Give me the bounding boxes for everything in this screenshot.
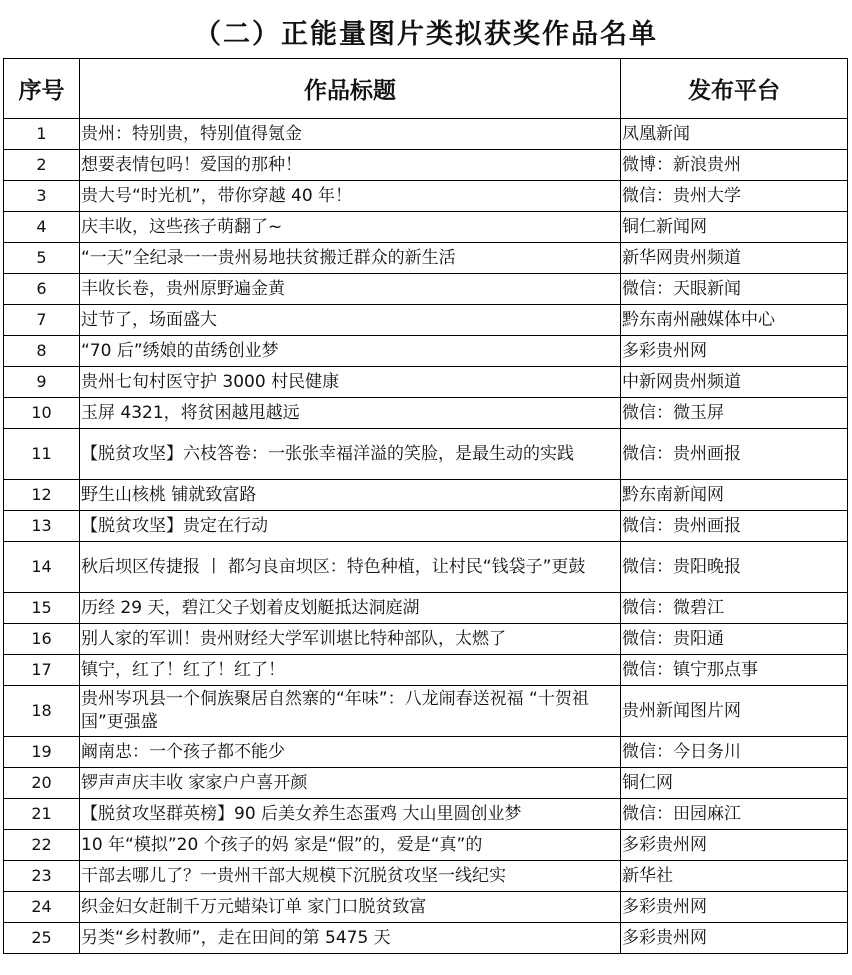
- row-platform: 多彩贵州网: [621, 830, 848, 861]
- row-title: 阚南忠：一个孩子都不能少: [80, 737, 621, 768]
- row-number: 23: [4, 861, 80, 892]
- row-platform: 多彩贵州网: [621, 336, 848, 367]
- row-platform: 微信：微碧江: [621, 593, 848, 624]
- row-title: 贵州七旬村医守护 3000 村民健康: [80, 367, 621, 398]
- row-number: 19: [4, 737, 80, 768]
- row-number: 10: [4, 398, 80, 429]
- award-list-table: [3, 58, 848, 954]
- row-platform: 贵州新闻图片网: [621, 686, 848, 737]
- row-number: 11: [4, 429, 80, 480]
- table-row: [4, 181, 848, 212]
- row-number: 6: [4, 274, 80, 305]
- table-row: [4, 737, 848, 768]
- row-number: 5: [4, 243, 80, 274]
- table-row: [4, 686, 848, 737]
- table-row: [4, 305, 848, 336]
- document-title: （二）正能量图片类拟获奖作品名单: [194, 19, 658, 50]
- row-platform: 微信：微玉屏: [621, 398, 848, 429]
- row-title: 镇宁，红了！红了！红了！: [80, 655, 621, 686]
- table-row: [4, 150, 848, 181]
- row-title: 10 年“模拟”20 个孩子的妈 家是“假”的，爱是“真”的: [80, 830, 621, 861]
- row-number: 12: [4, 480, 80, 511]
- row-title: 丰收长卷，贵州原野遍金黄: [80, 274, 621, 305]
- row-number: 3: [4, 181, 80, 212]
- row-platform: 微信：镇宁那点事: [621, 655, 848, 686]
- row-platform: 微信：田园麻江: [621, 799, 848, 830]
- table-row: [4, 799, 848, 830]
- row-title: “一天”全纪录一一贵州易地扶贫搬迁群众的新生活: [80, 243, 621, 274]
- row-number: 2: [4, 150, 80, 181]
- table-row: [4, 511, 848, 542]
- row-number: 9: [4, 367, 80, 398]
- row-title: 玉屏 4321，将贫困越甩越远: [80, 398, 621, 429]
- row-title: 干部去哪儿了？一贵州干部大规模下沉脱贫攻坚一线纪实: [80, 861, 621, 892]
- row-title: 织金妇女赶制千万元蜡染订单 家门口脱贫致富: [80, 892, 621, 923]
- row-platform: 铜仁网: [621, 768, 848, 799]
- header-title: 作品标题: [80, 59, 621, 119]
- row-platform: 微信：贵阳通: [621, 624, 848, 655]
- row-platform: 微信：贵州画报: [621, 511, 848, 542]
- row-number: 8: [4, 336, 80, 367]
- row-platform: 凤凰新闻: [621, 119, 848, 150]
- row-number: 21: [4, 799, 80, 830]
- row-platform: 微信：今日务川: [621, 737, 848, 768]
- row-platform: 铜仁新闻网: [621, 212, 848, 243]
- table-row: [4, 923, 848, 954]
- table-row: [4, 336, 848, 367]
- table-row: [4, 593, 848, 624]
- row-platform: 新华网贵州频道: [621, 243, 848, 274]
- table-row: [4, 429, 848, 480]
- table-row: [4, 212, 848, 243]
- row-platform: 多彩贵州网: [621, 923, 848, 954]
- row-title: “70 后”绣娘的苗绣创业梦: [80, 336, 621, 367]
- row-number: 16: [4, 624, 80, 655]
- row-platform: 中新网贵州频道: [621, 367, 848, 398]
- row-title: 贵州岑巩县一个侗族聚居自然寨的“年味”：八龙闹春送祝福 “十贺祖国”更强盛: [80, 686, 621, 737]
- row-title: 【脱贫攻坚】贵定在行动: [80, 511, 621, 542]
- row-title: 【脱贫攻坚】六枝答卷：一张张幸福洋溢的笑脸，是最生动的实践: [80, 429, 621, 480]
- table-row: [4, 367, 848, 398]
- row-number: 14: [4, 542, 80, 593]
- row-platform: 微信：贵阳晚报: [621, 542, 848, 593]
- row-number: 1: [4, 119, 80, 150]
- row-title: 庆丰收，这些孩子萌翻了~: [80, 212, 621, 243]
- row-number: 15: [4, 593, 80, 624]
- row-number: 7: [4, 305, 80, 336]
- table-row: [4, 542, 848, 593]
- row-number: 13: [4, 511, 80, 542]
- table-row: [4, 243, 848, 274]
- table-row: [4, 655, 848, 686]
- table-row: [4, 624, 848, 655]
- header-number: 序号: [4, 59, 80, 119]
- row-platform: 微信：贵州画报: [621, 429, 848, 480]
- table-row: [4, 861, 848, 892]
- row-platform: 多彩贵州网: [621, 892, 848, 923]
- row-title: 贵州：特别贵，特别值得氪金: [80, 119, 621, 150]
- row-title: 锣声声庆丰收 家家户户喜开颜: [80, 768, 621, 799]
- table-row: [4, 480, 848, 511]
- row-number: 22: [4, 830, 80, 861]
- row-title: 另类“乡村教师”，走在田间的第 5475 天: [80, 923, 621, 954]
- row-title: 【脱贫攻坚群英榜】90 后美女养生态蛋鸡 大山里圆创业梦: [80, 799, 621, 830]
- row-number: 17: [4, 655, 80, 686]
- header-platform: 发布平台: [621, 59, 848, 119]
- table-row: [4, 830, 848, 861]
- table-row: [4, 892, 848, 923]
- row-platform: 微博：新浪贵州: [621, 150, 848, 181]
- row-platform: 新华社: [621, 861, 848, 892]
- row-number: 4: [4, 212, 80, 243]
- row-platform: 黔东南新闻网: [621, 480, 848, 511]
- row-title: 历经 29 天，碧江父子划着皮划艇抵达洞庭湖: [80, 593, 621, 624]
- row-title: 想要表情包吗！爱国的那种！: [80, 150, 621, 181]
- table-row: [4, 398, 848, 429]
- row-title: 秋后坝区传捷报 丨 都匀良亩坝区：特色种植，让村民“钱袋子”更鼓: [80, 542, 621, 593]
- row-title: 过节了，场面盛大: [80, 305, 621, 336]
- table-row: [4, 768, 848, 799]
- row-title: 野生山核桃 铺就致富路: [80, 480, 621, 511]
- table-row: [4, 274, 848, 305]
- row-number: 25: [4, 923, 80, 954]
- table-row: [4, 119, 848, 150]
- row-title: 贵大号“时光机”，带你穿越 40 年！: [80, 181, 621, 212]
- table-header-row: [4, 59, 848, 119]
- row-number: 24: [4, 892, 80, 923]
- row-platform: 微信：贵州大学: [621, 181, 848, 212]
- row-title: 别人家的军训！贵州财经大学军训堪比特种部队，太燃了: [80, 624, 621, 655]
- row-number: 18: [4, 686, 80, 737]
- row-platform: 黔东南州融媒体中心: [621, 305, 848, 336]
- row-platform: 微信：天眼新闻: [621, 274, 848, 305]
- row-number: 20: [4, 768, 80, 799]
